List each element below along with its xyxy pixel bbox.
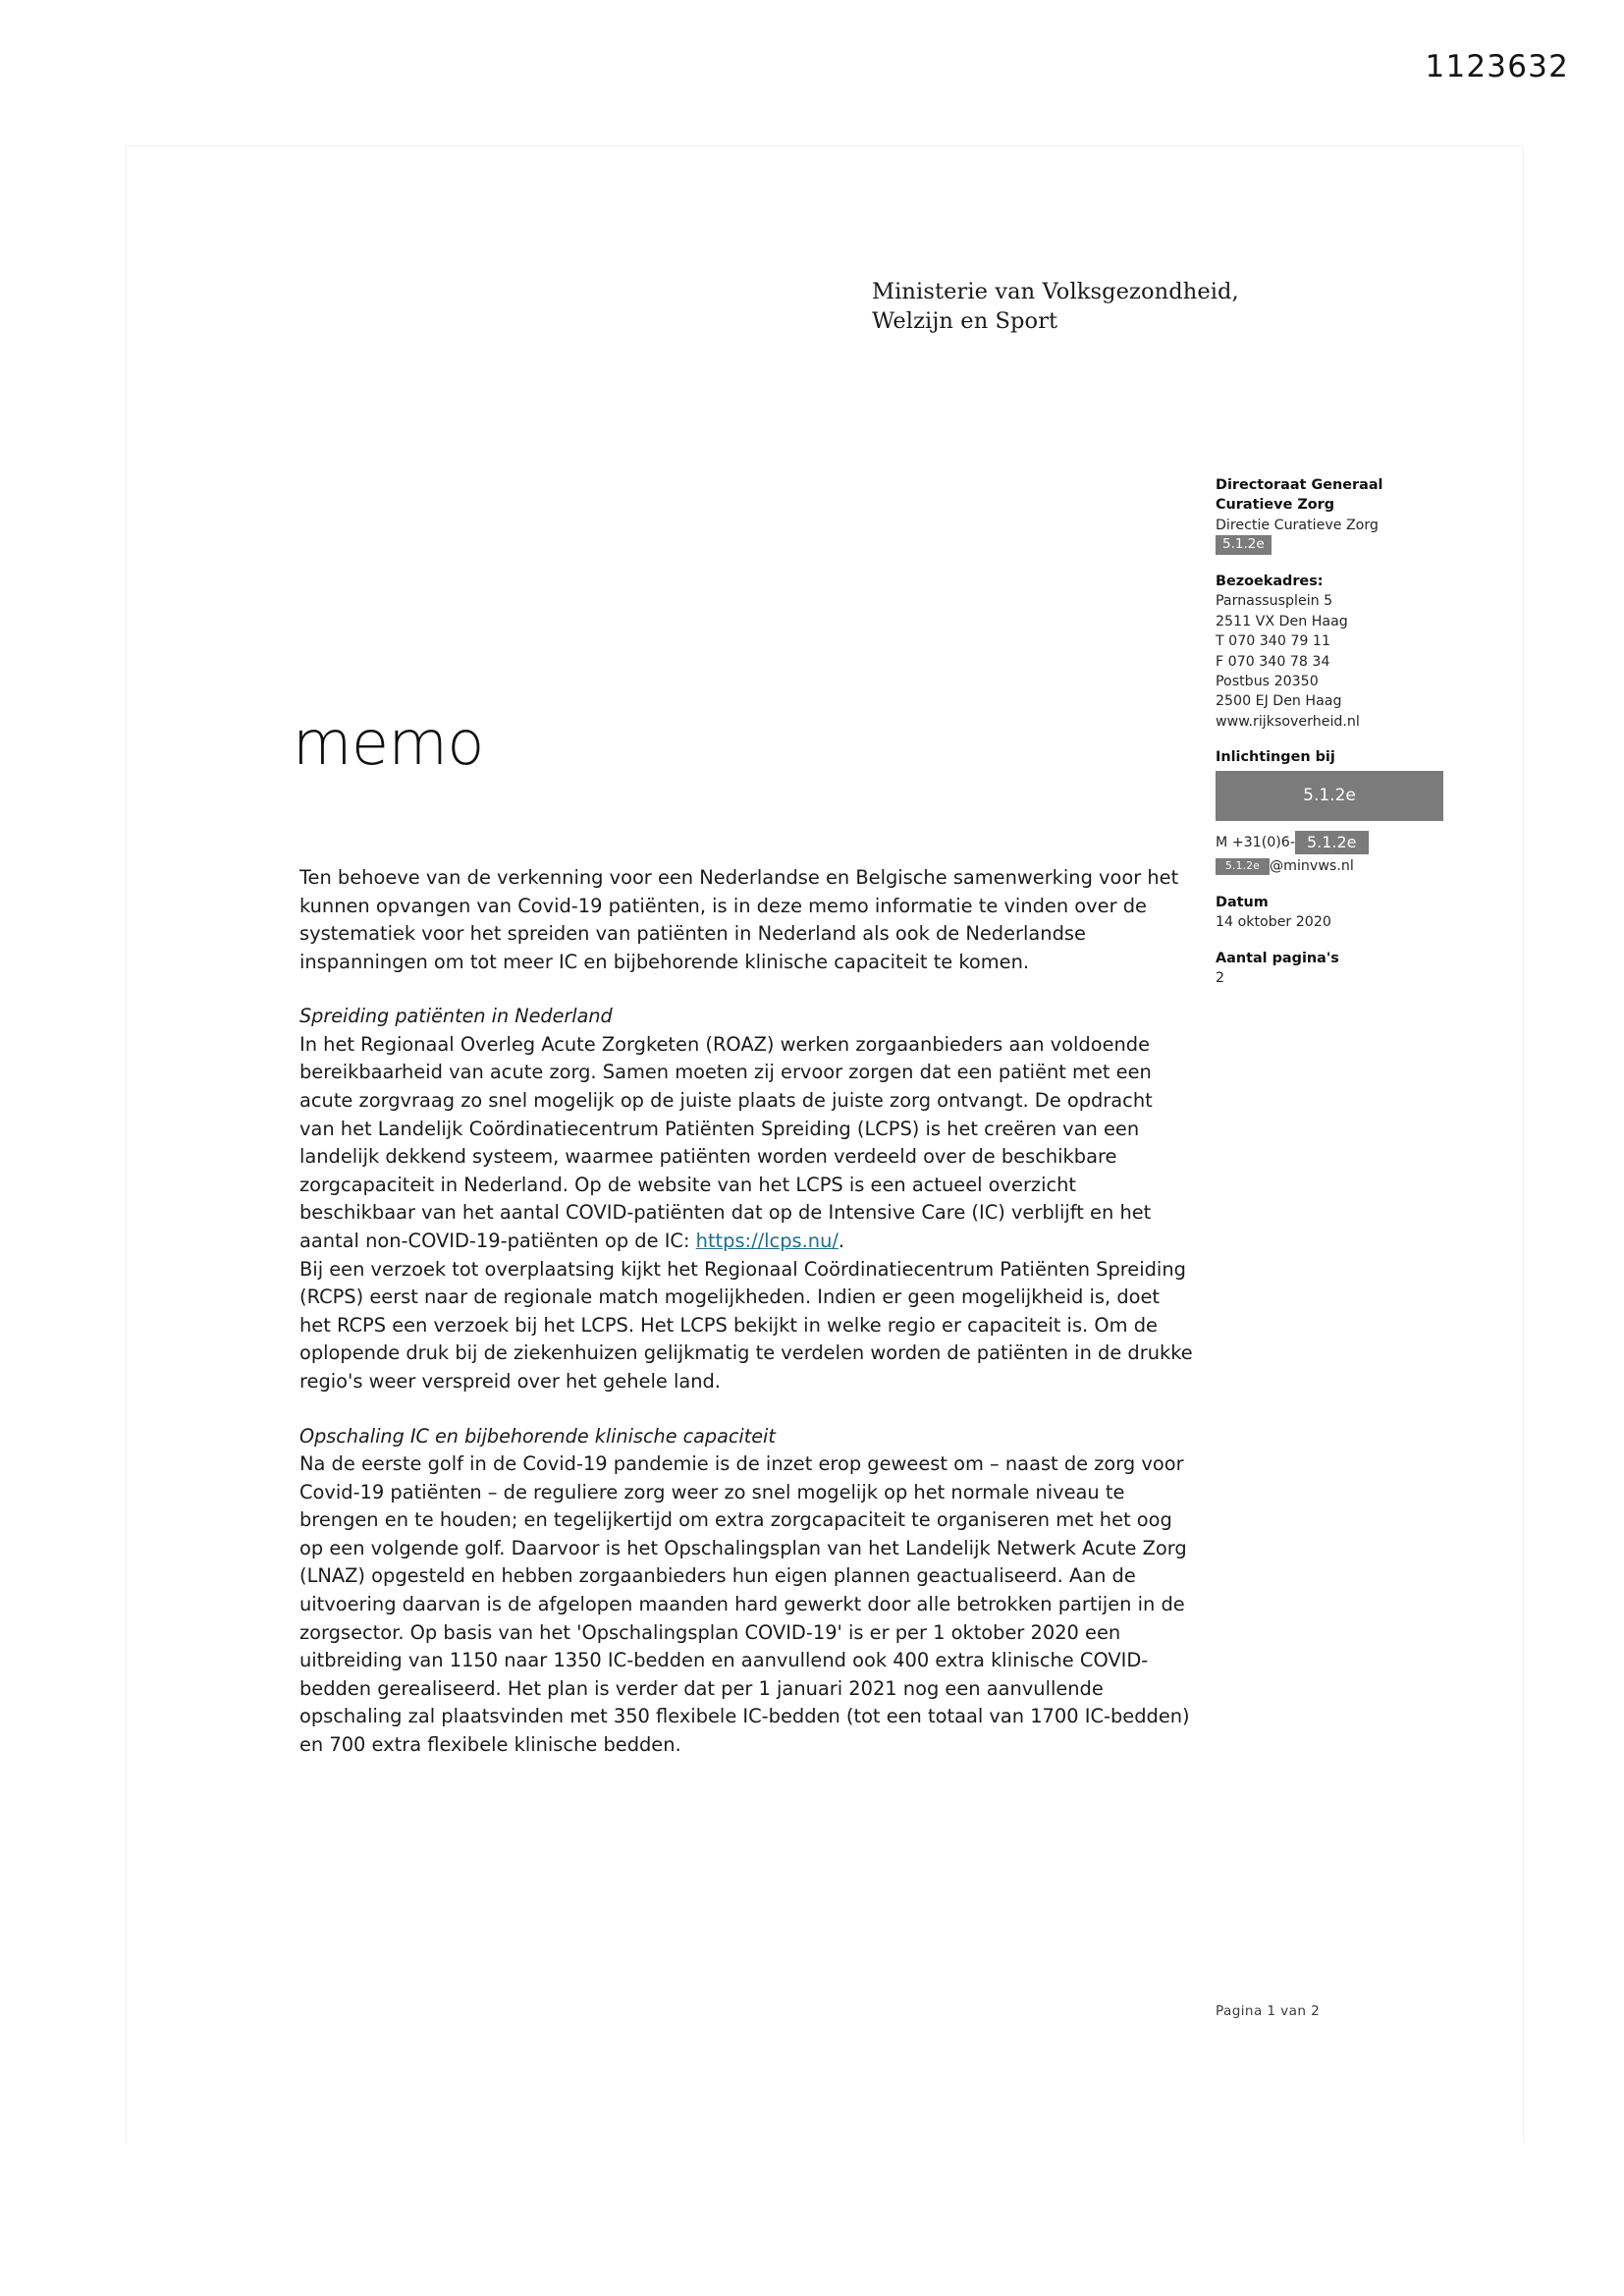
page-footer-label: Pagina 1 van 2 bbox=[1216, 2003, 1321, 2019]
memo-body bbox=[299, 864, 1193, 1760]
ministry-line-1: Ministerie van Volksgezondheid, bbox=[872, 279, 1239, 304]
section-1-text-after-link: . bbox=[838, 1230, 845, 1253]
visiting-address-po-box: Postbus 20350 bbox=[1216, 673, 1319, 689]
document-number: 1123632 bbox=[1425, 49, 1569, 84]
contact-email-row bbox=[1216, 856, 1461, 876]
lcps-website-link[interactable]: https://lcps.nu/ bbox=[695, 1230, 839, 1253]
visiting-address-po-postal-city: 2500 EJ Den Haag bbox=[1216, 693, 1342, 710]
date-heading: Datum bbox=[1216, 894, 1269, 910]
contact-mobile-row bbox=[1216, 831, 1461, 854]
spacer bbox=[299, 976, 1193, 1003]
redaction-box-contact-name: 5.1.2e bbox=[1216, 771, 1443, 821]
pages-heading: Aantal pagina's bbox=[1216, 950, 1339, 966]
visiting-address-phone: T 070 340 79 11 bbox=[1216, 633, 1330, 650]
meta-sidebar bbox=[1216, 475, 1461, 1005]
directorate-heading-line-1: Directoraat Generaal bbox=[1216, 477, 1383, 493]
redaction-box-email: 5.1.2e bbox=[1216, 858, 1270, 876]
meta-block-visiting-address bbox=[1216, 572, 1461, 733]
date-value: 14 oktober 2020 bbox=[1216, 914, 1331, 931]
visiting-address-website: www.rijksoverheid.nl bbox=[1216, 713, 1360, 730]
section-1-heading: Spreiding patiënten in Nederland bbox=[299, 1005, 613, 1028]
visiting-address-fax: F 070 340 78 34 bbox=[1216, 653, 1330, 670]
intro-paragraph: Ten behoeve van de verkenning voor een Nederlandse en Belgische samenwerking voor het kunnen opvangen van Covid-19 patiënten, is in deze memo informatie te vinden over de systematiek voor het spreiden van patiënten in Nederland als ook de Nederlandse inspanningen om tot meer IC en bijbehorende klinische capaciteit te komen. bbox=[299, 866, 1179, 973]
spacer bbox=[299, 1396, 1193, 1423]
directorate-redaction-row bbox=[1216, 535, 1461, 555]
contact-email-domain: @minvws.nl bbox=[1269, 858, 1354, 875]
section-1-paragraph-1 bbox=[299, 1031, 1193, 1256]
contact-mobile-prefix: M +31(0)6- bbox=[1216, 835, 1295, 851]
visiting-address-street: Parnassusplein 5 bbox=[1216, 593, 1333, 610]
pages-value: 2 bbox=[1216, 970, 1225, 987]
ministry-logo-text bbox=[872, 278, 1239, 337]
visiting-address-postal-city: 2511 VX Den Haag bbox=[1216, 613, 1348, 629]
directorate-heading-line-2: Curatieve Zorg bbox=[1216, 497, 1335, 514]
meta-block-contact bbox=[1216, 747, 1461, 877]
visiting-address-heading: Bezoekadres: bbox=[1216, 573, 1324, 589]
section-2-heading: Opschaling IC en bijbehorende klinische capaciteit bbox=[299, 1424, 776, 1448]
page-title: memo bbox=[293, 707, 484, 779]
redaction-box-mobile: 5.1.2e bbox=[1295, 831, 1369, 854]
section-1-text-before-link: In het Regionaal Overleg Acute Zorgketen (ROAZ) werken zorgaanbieders aan voldoende bereikbaarheid van acute zorg. Samen moeten zij ervoor zorgen dat een patiënt met een acute zorgvraag zo snel mogelijk op de juiste plaats de juiste zorg ontvangt. De opdracht van het Landelijk Coördinatiecentrum Patiënten Spreiding (LCPS) is het creëren van een landelijk dekkend systeem, waarmee patiënten worden verdeeld over de beschikbare zorgcapaciteit in Nederland. Op de website van het LCPS is een actueel overzicht beschikbaar van het aantal COVID-patiënten dat op de Intensive Care (IC) verblijft en het aantal non-COVID-19-patiënten op de IC: bbox=[299, 1032, 1153, 1253]
ministry-line-2: Welzijn en Sport bbox=[872, 307, 1058, 334]
section-1-paragraph-2: Bij een verzoek tot overplaatsing kijkt het Regionaal Coördinatiecentrum Patiënten Spreiding (RCPS) eerst naar de regionale match mogelijkheden. Indien er geen mogelijkheid is, doet het RCPS een verzoek bij het LCPS. Het LCPS bekijkt in welke regio er capaciteit is. Om de oplopende druk bij de ziekenhuizen gelijkmatig te verdelen worden de patiënten in de drukke regio's weer verspreid over het gehele land. bbox=[299, 1257, 1193, 1394]
contact-heading: Inlichtingen bij bbox=[1216, 749, 1335, 766]
section-2-paragraph-1: Na de eerste golf in de Covid-19 pandemie is de inzet erop geweest om – naast de zorg voor Covid-19 patiënten – de reguliere zorg weer zo snel mogelijk op het normale niveau te brengen en te houden; en tegelijkertijd om extra zorgcapaciteit te organiseren met het oog op een volgende golf. Daarvoor is het Opschalingsplan van het Landelijk Netwerk Acute Zorg (LNAZ) opgesteld en hebben zorgaanbieders hun eigen plannen geactualiseerd. Aan de uitvoering daarvan is de afgelopen maanden hard gewerkt door alle betrokken partijen in de zorgsector. Op basis van het 'Opschalingsplan COVID-19' is er per 1 oktober 2020 een uitbreiding van 1150 naar 1350 IC-bedden en aanvullend ook 400 extra klinische COVID-bedden gerealiseerd. Het plan is verder dat per 1 januari 2021 nog een aanvullende opschaling zal plaatsvinden met 350 flexibele IC-bedden (tot een totaal van 1700 IC-bedden) en 700 extra flexibele klinische bedden. bbox=[299, 1451, 1190, 1757]
meta-block-pages bbox=[1216, 949, 1461, 989]
meta-block-date bbox=[1216, 893, 1461, 933]
meta-block-directorate bbox=[1216, 475, 1461, 556]
directorate-department: Directie Curatieve Zorg bbox=[1216, 517, 1379, 533]
redaction-box: 5.1.2e bbox=[1216, 535, 1272, 555]
